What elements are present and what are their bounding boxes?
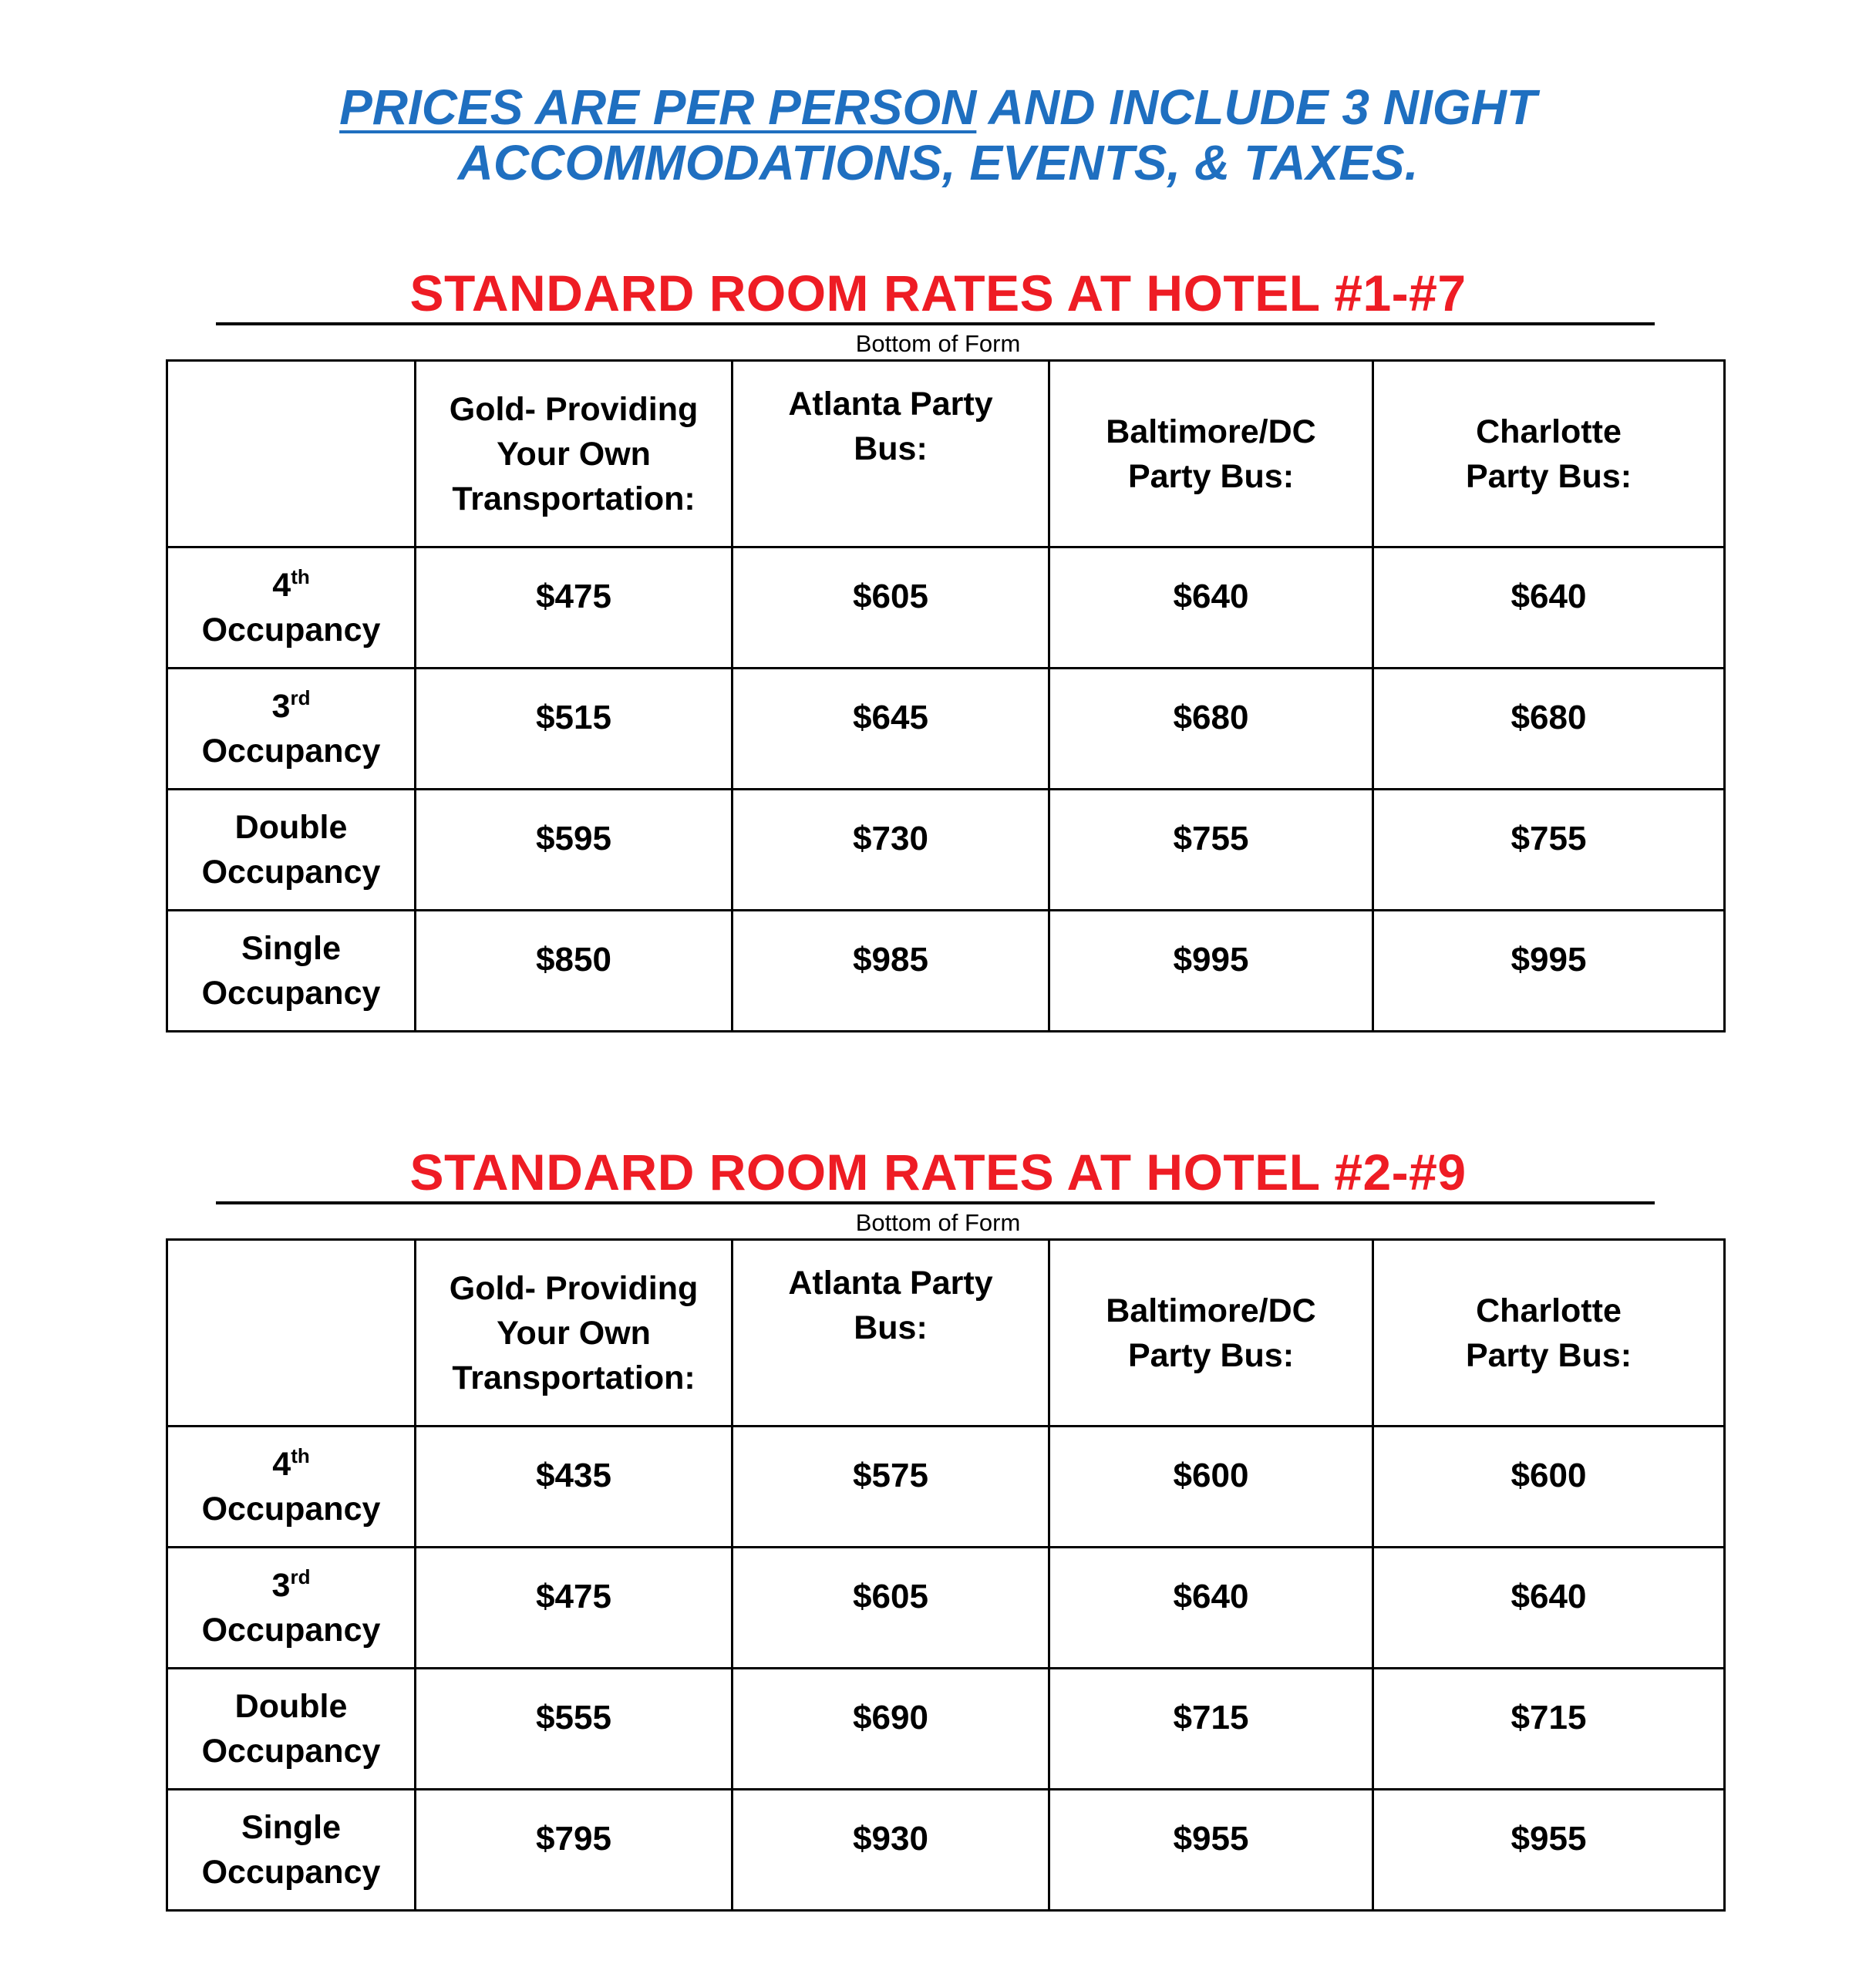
- price-atlanta: $605: [733, 1548, 1049, 1669]
- section-title: STANDARD ROOM RATES AT HOTEL #1-#7: [409, 264, 1467, 322]
- row-label-single: Single Occupancy: [167, 1790, 416, 1911]
- table-row: [167, 1548, 1725, 1669]
- table-row: [167, 790, 1725, 911]
- table-row: [167, 547, 1725, 669]
- price-baltimore: $995: [1049, 911, 1373, 1032]
- price-charlotte: $955: [1373, 1790, 1725, 1911]
- price-charlotte: $600: [1373, 1427, 1725, 1548]
- price-charlotte: $640: [1373, 1548, 1725, 1669]
- form-divider: [216, 322, 1655, 325]
- header-gold: Gold- Providing Your Own Transportation:: [416, 361, 733, 547]
- intro-line-1: [0, 79, 1876, 135]
- table-row: [167, 1790, 1725, 1911]
- row-label-fourth: 4th Occupancy: [167, 1427, 416, 1548]
- price-gold: $795: [416, 1790, 733, 1911]
- intro-heading: [0, 79, 1876, 190]
- price-gold: $850: [416, 911, 733, 1032]
- row-label-double: Double Occupancy: [167, 790, 416, 911]
- price-baltimore: $755: [1049, 790, 1373, 911]
- intro-line-1-rest: AND INCLUDE 3 NIGHT: [976, 79, 1537, 135]
- form-caption: Bottom of Form: [855, 330, 1021, 357]
- rates-table: [166, 359, 1726, 1032]
- form-caption: Bottom of Form: [855, 1209, 1021, 1236]
- table-row: [167, 669, 1725, 790]
- price-baltimore: $640: [1049, 547, 1373, 669]
- intro-line-2: ACCOMMODATIONS, EVENTS, & TAXES.: [457, 135, 1419, 190]
- intro-underlined-text: PRICES ARE PER PERSON: [339, 79, 977, 135]
- table-row: [167, 1669, 1725, 1790]
- price-gold: $475: [416, 1548, 733, 1669]
- price-gold: $595: [416, 790, 733, 911]
- header-baltimore: Baltimore/DC Party Bus:: [1049, 1240, 1373, 1427]
- price-atlanta: $985: [733, 911, 1049, 1032]
- header-empty-cell: [167, 1240, 416, 1427]
- price-atlanta: $645: [733, 669, 1049, 790]
- price-gold: $435: [416, 1427, 733, 1548]
- price-baltimore: $715: [1049, 1669, 1373, 1790]
- price-baltimore: $955: [1049, 1790, 1373, 1911]
- price-charlotte: $995: [1373, 911, 1725, 1032]
- row-label-third: 3rd Occupancy: [167, 1548, 416, 1669]
- table-row: [167, 911, 1725, 1032]
- header-charlotte: Charlotte Party Bus:: [1373, 1240, 1725, 1427]
- price-charlotte: $640: [1373, 547, 1725, 669]
- row-label-single: Single Occupancy: [167, 911, 416, 1032]
- table-header-row: [167, 361, 1725, 547]
- header-gold: Gold- Providing Your Own Transportation:: [416, 1240, 733, 1427]
- form-divider: [216, 1201, 1655, 1204]
- table-header-row: [167, 1240, 1725, 1427]
- price-charlotte: $715: [1373, 1669, 1725, 1790]
- header-charlotte: Charlotte Party Bus:: [1373, 361, 1725, 547]
- rates-table: [166, 1238, 1726, 1912]
- price-charlotte: $680: [1373, 669, 1725, 790]
- price-baltimore: $600: [1049, 1427, 1373, 1548]
- price-atlanta: $605: [733, 547, 1049, 669]
- row-label-fourth: 4th Occupancy: [167, 547, 416, 669]
- row-label-double: Double Occupancy: [167, 1669, 416, 1790]
- price-baltimore: $640: [1049, 1548, 1373, 1669]
- price-atlanta: $690: [733, 1669, 1049, 1790]
- price-gold: $555: [416, 1669, 733, 1790]
- price-atlanta: $930: [733, 1790, 1049, 1911]
- row-label-third: 3rd Occupancy: [167, 669, 416, 790]
- header-atlanta: Atlanta Party Bus:: [733, 361, 1049, 547]
- header-baltimore: Baltimore/DC Party Bus:: [1049, 361, 1373, 547]
- price-baltimore: $680: [1049, 669, 1373, 790]
- price-gold: $515: [416, 669, 733, 790]
- table-row: [167, 1427, 1725, 1548]
- price-gold: $475: [416, 547, 733, 669]
- price-atlanta: $575: [733, 1427, 1049, 1548]
- section-title: STANDARD ROOM RATES AT HOTEL #2-#9: [409, 1144, 1467, 1201]
- price-atlanta: $730: [733, 790, 1049, 911]
- price-charlotte: $755: [1373, 790, 1725, 911]
- header-empty-cell: [167, 361, 416, 547]
- header-atlanta: Atlanta Party Bus:: [733, 1240, 1049, 1427]
